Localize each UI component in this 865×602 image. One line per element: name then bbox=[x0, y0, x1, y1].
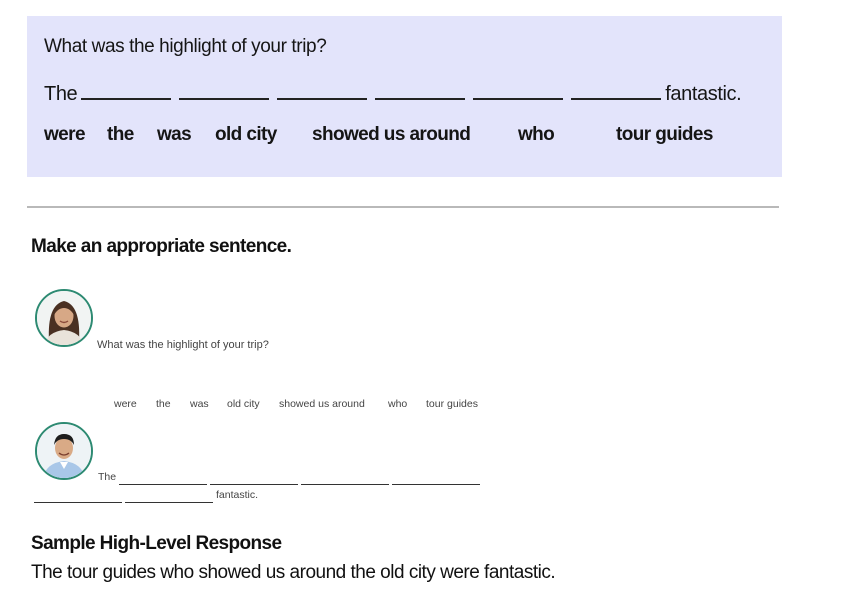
word-chip[interactable]: showed us around bbox=[312, 124, 471, 145]
speaker2-sentence-start: The bbox=[98, 471, 117, 483]
word-chip[interactable]: were bbox=[44, 124, 85, 145]
answer-blank[interactable] bbox=[179, 80, 269, 100]
word-chip[interactable]: who bbox=[518, 124, 555, 145]
woman-avatar-icon bbox=[35, 289, 93, 347]
word-chip[interactable]: showed us around bbox=[279, 398, 365, 410]
instruction-heading: Make an appropriate sentence. bbox=[31, 236, 292, 257]
word-chip[interactable]: was bbox=[190, 398, 209, 410]
panel-sentence bbox=[44, 80, 741, 106]
speaker1-question: What was the highlight of your trip? bbox=[97, 339, 269, 351]
word-chip[interactable]: old city bbox=[215, 124, 277, 145]
question-panel bbox=[27, 16, 782, 177]
sample-response-text: The tour guides who showed us around the old city were fantastic. bbox=[31, 562, 556, 583]
panel-question: What was the highlight of your trip? bbox=[44, 36, 327, 57]
word-chip[interactable]: the bbox=[156, 398, 171, 410]
answer-blank[interactable] bbox=[301, 484, 389, 485]
answer-blank[interactable] bbox=[473, 80, 563, 100]
word-chip[interactable]: tour guides bbox=[616, 124, 713, 145]
word-chip[interactable]: old city bbox=[227, 398, 260, 410]
answer-blank[interactable] bbox=[81, 80, 171, 100]
answer-blank[interactable] bbox=[392, 484, 480, 485]
answer-blank[interactable] bbox=[571, 80, 661, 100]
answer-blank[interactable] bbox=[125, 502, 213, 503]
word-chip[interactable]: were bbox=[114, 398, 137, 410]
speaker2-sentence-end: fantastic. bbox=[216, 489, 259, 501]
word-chip[interactable]: tour guides bbox=[426, 398, 478, 410]
answer-blank[interactable] bbox=[119, 484, 207, 485]
answer-blank[interactable] bbox=[34, 502, 122, 503]
section-divider bbox=[27, 206, 779, 208]
answer-blank[interactable] bbox=[277, 80, 367, 100]
man-avatar-icon bbox=[35, 422, 93, 480]
panel-sentence-end: fantastic. bbox=[665, 83, 742, 105]
word-chip[interactable]: who bbox=[388, 398, 408, 410]
answer-blank[interactable] bbox=[210, 484, 298, 485]
sample-response-label: Sample High-Level Response bbox=[31, 533, 282, 554]
word-chip[interactable]: was bbox=[157, 124, 192, 145]
panel-sentence-start: The bbox=[44, 83, 78, 105]
word-chip[interactable]: the bbox=[107, 124, 134, 145]
answer-blank[interactable] bbox=[375, 80, 465, 100]
